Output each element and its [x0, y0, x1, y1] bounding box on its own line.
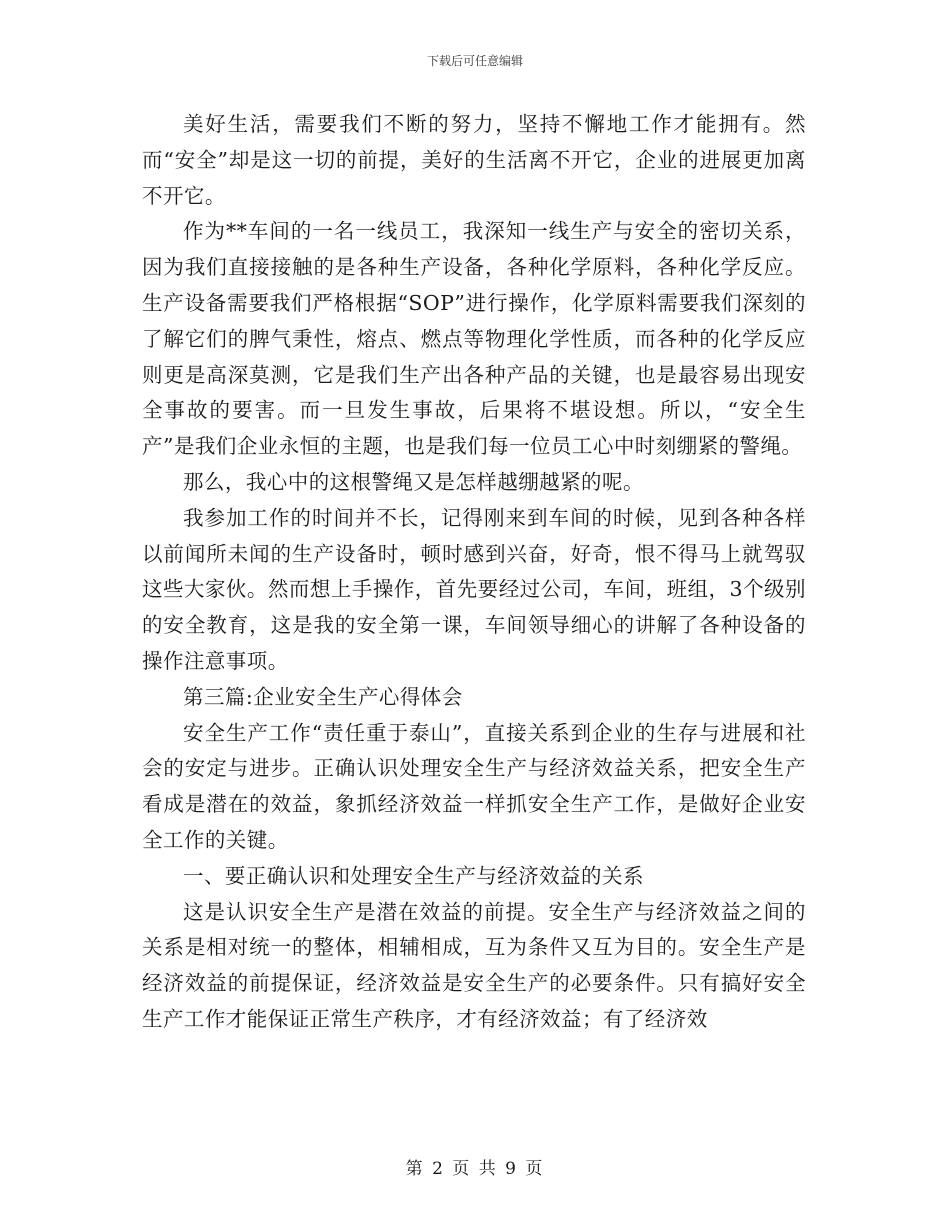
page-number: 第 2 页 共 9 页 — [405, 1159, 545, 1179]
paragraph-frontline-worker: 作为**车间的一名一线员工，我深知一线生产与安全的密切关系，因为我们直接接触的是各种生产设备，各种化学原料，各种化学反应。生产设备需要我们严格根据“SOP”进行操作，化学原料需要我们深刻的了解它们的脾气秉性，熔点、燃点等物理化学性质，而各种的化学反应则更是高深莫测，它是我们生产出各种产品的关键，也是最容易出现安全事故的要害。而一旦发生事故，后果将不堪设想。所以，“安全生产”是我们企业永恒的主题，也是我们每一位员工心中时刻绷紧的警绳。 — [142, 219, 806, 459]
paragraph-benefit-relation: 这是认识安全生产是潜在效益的前提。安全生产与经济效益之间的关系是相对统一的整体，相辅相成，互为条件又互为目的。安全生产是经济效益的前提保证，经济效益是安全生产的必要条件。只有搞好安全生产工作才能保证正常生产秩序，才有经济效益；有了经济效 — [142, 899, 806, 1031]
paragraph-first-lesson: 我参加工作的时间并不长，记得刚来到车间的时候，见到各种各样以前闻所未闻的生产设备时，顿时感到兴奋，好奇，恨不得马上就驾驭这些大家伙。然而想上手操作，首先要经过公司，车间，班组，3个级别的安全教育，这是我的安全第一课，车间领导细心的讲解了各种设备的操作注意事项。 — [142, 505, 806, 673]
section-heading: 第三篇:企业安全生产心得体会 — [183, 684, 463, 709]
page-header: 下载后可任意编辑 — [426, 54, 523, 68]
document-body — [142, 107, 806, 1038]
paragraph-responsibility: 安全生产工作“责任重于泰山”，直接关系到企业的生存与进展和社会的安定与进步。正确认识处理安全生产与经济效益关系，把安全生产看成是潜在的效益，象抓经济效益一样抓安全生产工作，是做好企业安全工作的关键。 — [142, 720, 806, 852]
subsection-heading: 一、要正确认识和处理安全生产与经济效益的关系 — [183, 863, 644, 888]
paragraph-question: 那么，我心中的这根警绳又是怎样越绷越紧的呢。 — [183, 469, 644, 494]
paragraph-intro: 美好生活，需要我们不断的努力，坚持不懈地工作才能拥有。然而“安全”却是这一切的前提，美好的生活离不开它，企业的进展更加离不开它。 — [142, 112, 806, 208]
